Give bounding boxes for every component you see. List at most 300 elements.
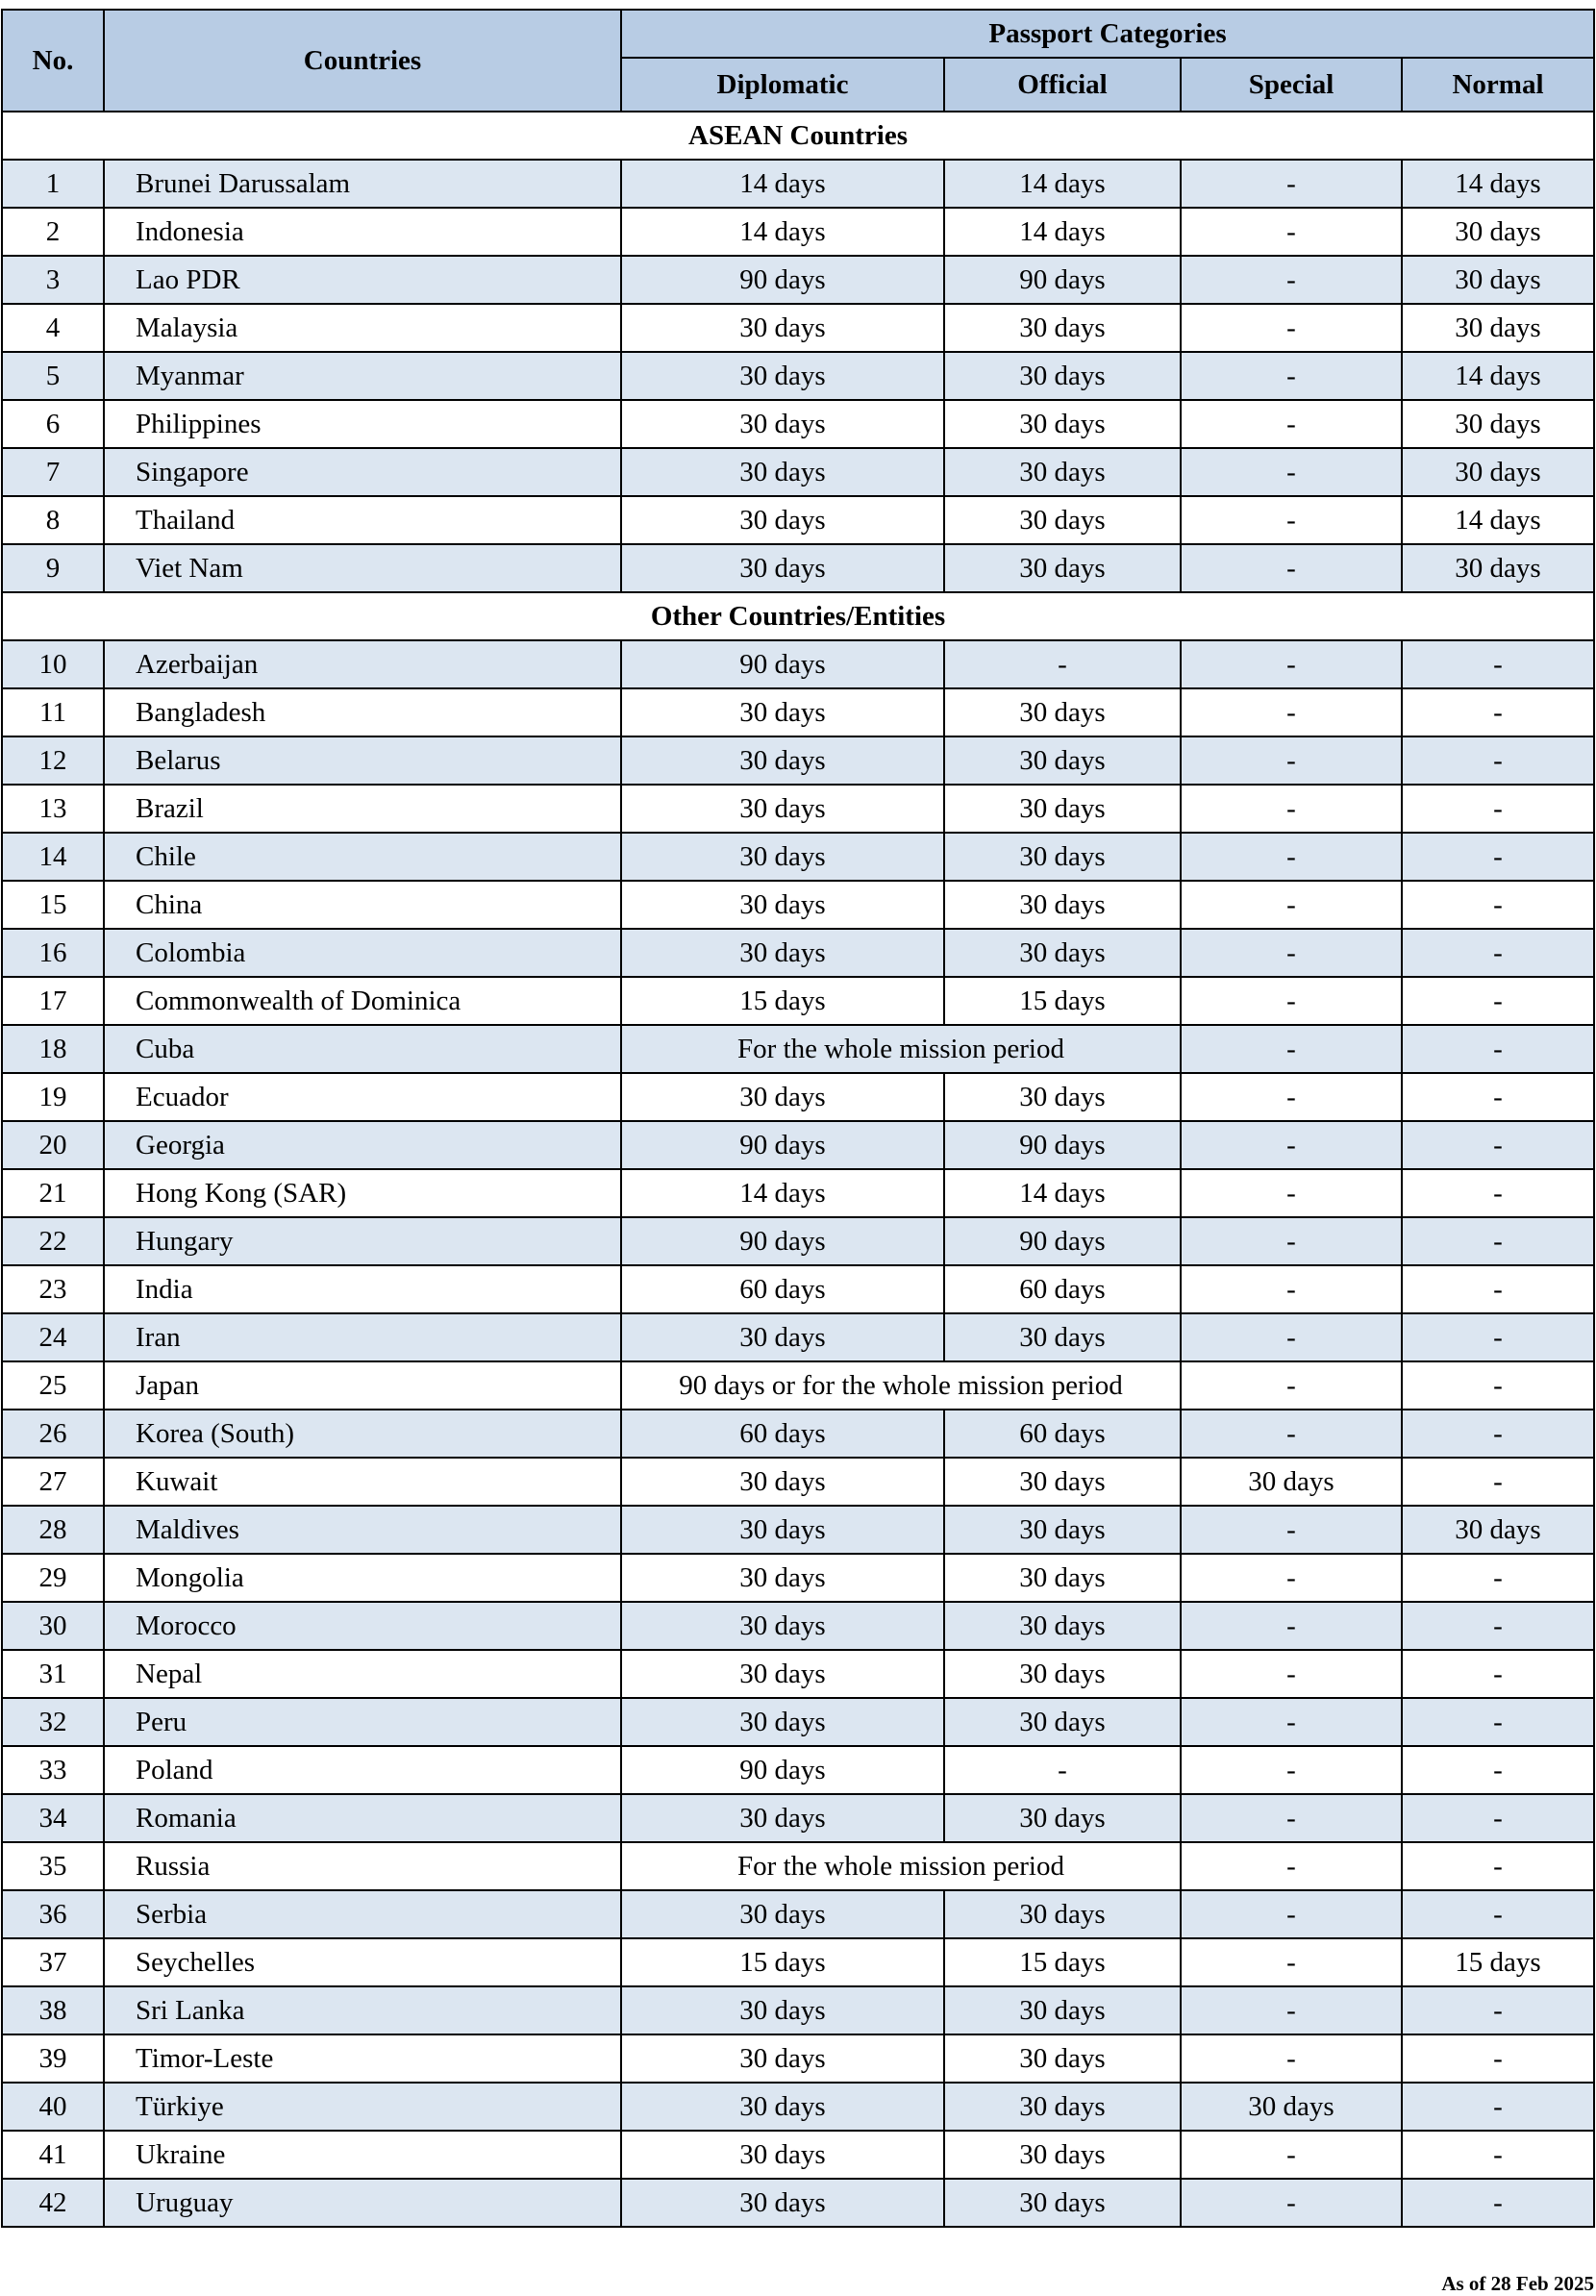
special-cell: - xyxy=(1181,1794,1402,1842)
diplomatic-cell: 30 days xyxy=(621,1890,944,1938)
official-cell: 30 days xyxy=(944,1698,1181,1746)
row-number: 38 xyxy=(2,1986,104,2034)
country-name: Korea (South) xyxy=(104,1410,621,1458)
diplomatic-cell: 30 days xyxy=(621,736,944,785)
normal-cell: - xyxy=(1402,929,1594,977)
row-number: 11 xyxy=(2,688,104,736)
section-title: ASEAN Countries xyxy=(2,112,1594,160)
normal-cell: - xyxy=(1402,1265,1594,1313)
normal-cell: 30 days xyxy=(1402,304,1594,352)
country-name: Maldives xyxy=(104,1506,621,1554)
official-cell: 30 days xyxy=(944,1313,1181,1361)
section-row xyxy=(2,592,1594,640)
diplomatic-cell: 90 days xyxy=(621,1121,944,1169)
country-name: Japan xyxy=(104,1361,621,1410)
diplomatic-cell: 14 days xyxy=(621,160,944,208)
country-name: Morocco xyxy=(104,1602,621,1650)
row-number: 6 xyxy=(2,400,104,448)
table-row xyxy=(2,400,1594,448)
official-cell: 14 days xyxy=(944,1169,1181,1217)
row-number: 4 xyxy=(2,304,104,352)
row-number: 17 xyxy=(2,977,104,1025)
row-number: 8 xyxy=(2,496,104,544)
normal-cell: - xyxy=(1402,1410,1594,1458)
official-cell: - xyxy=(944,1746,1181,1794)
normal-cell: - xyxy=(1402,2179,1594,2227)
special-cell: - xyxy=(1181,2034,1402,2083)
normal-cell: - xyxy=(1402,688,1594,736)
table-row xyxy=(2,1602,1594,1650)
diplomatic-cell: 30 days xyxy=(621,688,944,736)
table-row xyxy=(2,256,1594,304)
diplomatic-cell: 30 days xyxy=(621,2179,944,2227)
normal-cell: - xyxy=(1402,1986,1594,2034)
special-cell: - xyxy=(1181,1842,1402,1890)
diplomatic-official-combined-cell: For the whole mission period xyxy=(621,1025,1181,1073)
official-cell: 60 days xyxy=(944,1410,1181,1458)
special-cell: - xyxy=(1181,881,1402,929)
country-name: Serbia xyxy=(104,1890,621,1938)
row-number: 9 xyxy=(2,544,104,592)
official-cell: 60 days xyxy=(944,1265,1181,1313)
normal-cell: - xyxy=(1402,1602,1594,1650)
row-number: 33 xyxy=(2,1746,104,1794)
country-name: Türkiye xyxy=(104,2083,621,2131)
normal-cell: 30 days xyxy=(1402,400,1594,448)
diplomatic-cell: 30 days xyxy=(621,2034,944,2083)
table-body xyxy=(2,112,1594,2227)
official-cell: 90 days xyxy=(944,256,1181,304)
table-row xyxy=(2,1217,1594,1265)
table-row xyxy=(2,688,1594,736)
special-cell: - xyxy=(1181,977,1402,1025)
normal-cell: - xyxy=(1402,1458,1594,1506)
table-row xyxy=(2,208,1594,256)
official-cell: 15 days xyxy=(944,1938,1181,1986)
official-cell: 90 days xyxy=(944,1121,1181,1169)
table-row xyxy=(2,2083,1594,2131)
country-name: Indonesia xyxy=(104,208,621,256)
country-name: Romania xyxy=(104,1794,621,1842)
country-name: Cuba xyxy=(104,1025,621,1073)
official-cell: 30 days xyxy=(944,400,1181,448)
row-number: 34 xyxy=(2,1794,104,1842)
normal-cell: - xyxy=(1402,1650,1594,1698)
table-row xyxy=(2,496,1594,544)
special-cell: - xyxy=(1181,1025,1402,1073)
special-cell: - xyxy=(1181,1361,1402,1410)
table-row xyxy=(2,1169,1594,1217)
normal-cell: - xyxy=(1402,1217,1594,1265)
special-cell: - xyxy=(1181,160,1402,208)
official-cell: 30 days xyxy=(944,833,1181,881)
diplomatic-cell: 90 days xyxy=(621,1217,944,1265)
normal-cell: - xyxy=(1402,736,1594,785)
country-name: Hungary xyxy=(104,1217,621,1265)
row-number: 3 xyxy=(2,256,104,304)
row-number: 18 xyxy=(2,1025,104,1073)
diplomatic-cell: 90 days xyxy=(621,1746,944,1794)
official-cell: 30 days xyxy=(944,1890,1181,1938)
diplomatic-cell: 30 days xyxy=(621,1602,944,1650)
country-name: Chile xyxy=(104,833,621,881)
diplomatic-cell: 30 days xyxy=(621,833,944,881)
row-number: 13 xyxy=(2,785,104,833)
special-cell: - xyxy=(1181,1506,1402,1554)
official-cell: 30 days xyxy=(944,1073,1181,1121)
diplomatic-cell: 14 days xyxy=(621,208,944,256)
normal-cell: 14 days xyxy=(1402,160,1594,208)
special-cell: - xyxy=(1181,1217,1402,1265)
row-number: 31 xyxy=(2,1650,104,1698)
special-cell: - xyxy=(1181,304,1402,352)
special-cell: - xyxy=(1181,1313,1402,1361)
table-row xyxy=(2,304,1594,352)
diplomatic-cell: 90 days xyxy=(621,256,944,304)
table-row xyxy=(2,1265,1594,1313)
row-number: 39 xyxy=(2,2034,104,2083)
country-name: Malaysia xyxy=(104,304,621,352)
country-name: Philippines xyxy=(104,400,621,448)
country-name: Brunei Darussalam xyxy=(104,160,621,208)
normal-cell: - xyxy=(1402,1794,1594,1842)
country-name: Singapore xyxy=(104,448,621,496)
row-number: 27 xyxy=(2,1458,104,1506)
table-row xyxy=(2,2034,1594,2083)
table-row xyxy=(2,1121,1594,1169)
row-number: 1 xyxy=(2,160,104,208)
row-number: 7 xyxy=(2,448,104,496)
country-name: Colombia xyxy=(104,929,621,977)
special-cell: - xyxy=(1181,1410,1402,1458)
normal-cell: - xyxy=(1402,2083,1594,2131)
country-name: Iran xyxy=(104,1313,621,1361)
official-cell: 15 days xyxy=(944,977,1181,1025)
official-cell: - xyxy=(944,640,1181,688)
row-number: 21 xyxy=(2,1169,104,1217)
special-cell: - xyxy=(1181,256,1402,304)
table-row xyxy=(2,929,1594,977)
special-cell: - xyxy=(1181,688,1402,736)
row-number: 20 xyxy=(2,1121,104,1169)
row-number: 10 xyxy=(2,640,104,688)
official-cell: 90 days xyxy=(944,1217,1181,1265)
country-name: Sri Lanka xyxy=(104,1986,621,2034)
special-cell: - xyxy=(1181,1265,1402,1313)
special-cell: - xyxy=(1181,640,1402,688)
country-name: Thailand xyxy=(104,496,621,544)
official-cell: 30 days xyxy=(944,785,1181,833)
normal-cell: 30 days xyxy=(1402,448,1594,496)
row-number: 23 xyxy=(2,1265,104,1313)
diplomatic-official-combined-cell: 90 days or for the whole mission period xyxy=(621,1361,1181,1410)
special-cell: - xyxy=(1181,1602,1402,1650)
normal-cell: - xyxy=(1402,1121,1594,1169)
table-row xyxy=(2,1794,1594,1842)
country-name: Russia xyxy=(104,1842,621,1890)
diplomatic-cell: 14 days xyxy=(621,1169,944,1217)
special-cell: - xyxy=(1181,1169,1402,1217)
table-row xyxy=(2,2131,1594,2179)
section-title: Other Countries/Entities xyxy=(2,592,1594,640)
table-row xyxy=(2,1698,1594,1746)
table-row xyxy=(2,1938,1594,1986)
country-name: Timor-Leste xyxy=(104,2034,621,2083)
diplomatic-cell: 30 days xyxy=(621,881,944,929)
special-cell: - xyxy=(1181,1650,1402,1698)
official-cell: 30 days xyxy=(944,496,1181,544)
country-name: Peru xyxy=(104,1698,621,1746)
special-cell: - xyxy=(1181,785,1402,833)
section-row xyxy=(2,112,1594,160)
header-countries: Countries xyxy=(104,10,621,112)
official-cell: 30 days xyxy=(944,688,1181,736)
row-number: 37 xyxy=(2,1938,104,1986)
special-cell: - xyxy=(1181,1073,1402,1121)
diplomatic-cell: 30 days xyxy=(621,2131,944,2179)
normal-cell: - xyxy=(1402,2034,1594,2083)
official-cell: 30 days xyxy=(944,2083,1181,2131)
table-row xyxy=(2,785,1594,833)
country-name: Kuwait xyxy=(104,1458,621,1506)
normal-cell: - xyxy=(1402,1842,1594,1890)
table-row xyxy=(2,544,1594,592)
diplomatic-cell: 60 days xyxy=(621,1410,944,1458)
header-no: No. xyxy=(2,10,104,112)
normal-cell: - xyxy=(1402,1169,1594,1217)
special-cell: 30 days xyxy=(1181,2083,1402,2131)
country-name: Mongolia xyxy=(104,1554,621,1602)
normal-cell: - xyxy=(1402,977,1594,1025)
row-number: 5 xyxy=(2,352,104,400)
official-cell: 30 days xyxy=(944,1794,1181,1842)
normal-cell: - xyxy=(1402,1746,1594,1794)
table-row xyxy=(2,881,1594,929)
country-name: Azerbaijan xyxy=(104,640,621,688)
official-cell: 30 days xyxy=(944,2179,1181,2227)
official-cell: 14 days xyxy=(944,160,1181,208)
normal-cell: 30 days xyxy=(1402,256,1594,304)
country-name: Poland xyxy=(104,1746,621,1794)
country-name: Uruguay xyxy=(104,2179,621,2227)
diplomatic-cell: 30 days xyxy=(621,1313,944,1361)
special-cell: - xyxy=(1181,448,1402,496)
special-cell: - xyxy=(1181,400,1402,448)
table-row xyxy=(2,352,1594,400)
table-row xyxy=(2,1986,1594,2034)
normal-cell: 30 days xyxy=(1402,544,1594,592)
table-row xyxy=(2,977,1594,1025)
table-row xyxy=(2,1073,1594,1121)
official-cell: 30 days xyxy=(944,1554,1181,1602)
official-cell: 30 days xyxy=(944,304,1181,352)
country-name: China xyxy=(104,881,621,929)
diplomatic-cell: 30 days xyxy=(621,352,944,400)
table-row xyxy=(2,160,1594,208)
row-number: 22 xyxy=(2,1217,104,1265)
special-cell: - xyxy=(1181,1938,1402,1986)
row-number: 40 xyxy=(2,2083,104,2131)
diplomatic-cell: 30 days xyxy=(621,785,944,833)
official-cell: 30 days xyxy=(944,1506,1181,1554)
table-row xyxy=(2,2179,1594,2227)
country-name: Hong Kong (SAR) xyxy=(104,1169,621,1217)
table-row xyxy=(2,1361,1594,1410)
country-name: Ecuador xyxy=(104,1073,621,1121)
table-row xyxy=(2,1313,1594,1361)
table-row xyxy=(2,1554,1594,1602)
header-normal: Normal xyxy=(1402,58,1594,112)
diplomatic-cell: 30 days xyxy=(621,1554,944,1602)
row-number: 12 xyxy=(2,736,104,785)
diplomatic-cell: 30 days xyxy=(621,448,944,496)
country-name: Commonwealth of Dominica xyxy=(104,977,621,1025)
diplomatic-cell: 30 days xyxy=(621,1506,944,1554)
normal-cell: 14 days xyxy=(1402,352,1594,400)
row-number: 2 xyxy=(2,208,104,256)
header-official: Official xyxy=(944,58,1181,112)
special-cell: - xyxy=(1181,736,1402,785)
official-cell: 30 days xyxy=(944,881,1181,929)
diplomatic-cell: 30 days xyxy=(621,929,944,977)
diplomatic-cell: 15 days xyxy=(621,1938,944,1986)
diplomatic-cell: 60 days xyxy=(621,1265,944,1313)
country-name: India xyxy=(104,1265,621,1313)
country-name: Belarus xyxy=(104,736,621,785)
normal-cell: 30 days xyxy=(1402,1506,1594,1554)
row-number: 14 xyxy=(2,833,104,881)
special-cell: - xyxy=(1181,496,1402,544)
country-name: Ukraine xyxy=(104,2131,621,2179)
row-number: 42 xyxy=(2,2179,104,2227)
normal-cell: - xyxy=(1402,1890,1594,1938)
normal-cell: - xyxy=(1402,1698,1594,1746)
row-number: 30 xyxy=(2,1602,104,1650)
diplomatic-cell: 30 days xyxy=(621,496,944,544)
row-number: 25 xyxy=(2,1361,104,1410)
row-number: 26 xyxy=(2,1410,104,1458)
special-cell: - xyxy=(1181,1890,1402,1938)
special-cell: - xyxy=(1181,352,1402,400)
special-cell: - xyxy=(1181,833,1402,881)
official-cell: 30 days xyxy=(944,2131,1181,2179)
official-cell: 30 days xyxy=(944,1602,1181,1650)
normal-cell: - xyxy=(1402,881,1594,929)
special-cell: - xyxy=(1181,208,1402,256)
diplomatic-cell: 30 days xyxy=(621,1794,944,1842)
normal-cell: - xyxy=(1402,640,1594,688)
country-name: Georgia xyxy=(104,1121,621,1169)
table-row xyxy=(2,1842,1594,1890)
special-cell: - xyxy=(1181,544,1402,592)
normal-cell: - xyxy=(1402,2131,1594,2179)
normal-cell: - xyxy=(1402,1361,1594,1410)
country-name: Viet Nam xyxy=(104,544,621,592)
official-cell: 30 days xyxy=(944,929,1181,977)
diplomatic-cell: 30 days xyxy=(621,1458,944,1506)
table-header xyxy=(2,10,1594,112)
official-cell: 30 days xyxy=(944,736,1181,785)
diplomatic-cell: 90 days xyxy=(621,640,944,688)
table-row xyxy=(2,833,1594,881)
normal-cell: - xyxy=(1402,1025,1594,1073)
row-number: 29 xyxy=(2,1554,104,1602)
header-diplomatic: Diplomatic xyxy=(621,58,944,112)
diplomatic-cell: 30 days xyxy=(621,2083,944,2131)
table-row xyxy=(2,1746,1594,1794)
row-number: 16 xyxy=(2,929,104,977)
table-row xyxy=(2,1025,1594,1073)
special-cell: - xyxy=(1181,1698,1402,1746)
diplomatic-cell: 30 days xyxy=(621,1073,944,1121)
table-row xyxy=(2,1650,1594,1698)
table-row xyxy=(2,1458,1594,1506)
diplomatic-cell: 15 days xyxy=(621,977,944,1025)
row-number: 15 xyxy=(2,881,104,929)
country-name: Lao PDR xyxy=(104,256,621,304)
row-number: 24 xyxy=(2,1313,104,1361)
table-row xyxy=(2,736,1594,785)
diplomatic-cell: 30 days xyxy=(621,304,944,352)
row-number: 32 xyxy=(2,1698,104,1746)
special-cell: - xyxy=(1181,1986,1402,2034)
special-cell: 30 days xyxy=(1181,1458,1402,1506)
row-number: 28 xyxy=(2,1506,104,1554)
normal-cell: - xyxy=(1402,785,1594,833)
country-name: Bangladesh xyxy=(104,688,621,736)
official-cell: 30 days xyxy=(944,544,1181,592)
country-name: Myanmar xyxy=(104,352,621,400)
table-row xyxy=(2,640,1594,688)
official-cell: 30 days xyxy=(944,2034,1181,2083)
official-cell: 30 days xyxy=(944,1650,1181,1698)
normal-cell: - xyxy=(1402,1073,1594,1121)
special-cell: - xyxy=(1181,1746,1402,1794)
special-cell: - xyxy=(1181,1121,1402,1169)
country-name: Seychelles xyxy=(104,1938,621,1986)
special-cell: - xyxy=(1181,2131,1402,2179)
normal-cell: 15 days xyxy=(1402,1938,1594,1986)
official-cell: 30 days xyxy=(944,1986,1181,2034)
visa-exemption-table xyxy=(1,9,1595,2228)
as-of-date-note: As of 28 Feb 2025 xyxy=(1441,2272,1594,2295)
table-row xyxy=(2,448,1594,496)
table-row xyxy=(2,1506,1594,1554)
diplomatic-cell: 30 days xyxy=(621,400,944,448)
diplomatic-cell: 30 days xyxy=(621,1650,944,1698)
row-number: 19 xyxy=(2,1073,104,1121)
special-cell: - xyxy=(1181,1554,1402,1602)
special-cell: - xyxy=(1181,2179,1402,2227)
diplomatic-cell: 30 days xyxy=(621,544,944,592)
diplomatic-cell: 30 days xyxy=(621,1698,944,1746)
special-cell: - xyxy=(1181,929,1402,977)
table-row xyxy=(2,1410,1594,1458)
official-cell: 30 days xyxy=(944,1458,1181,1506)
diplomatic-official-combined-cell: For the whole mission period xyxy=(621,1842,1181,1890)
country-name: Nepal xyxy=(104,1650,621,1698)
header-passport-categories: Passport Categories xyxy=(621,10,1594,58)
row-number: 41 xyxy=(2,2131,104,2179)
country-name: Brazil xyxy=(104,785,621,833)
official-cell: 14 days xyxy=(944,208,1181,256)
normal-cell: - xyxy=(1402,1554,1594,1602)
table-row xyxy=(2,1890,1594,1938)
official-cell: 30 days xyxy=(944,448,1181,496)
normal-cell: - xyxy=(1402,1313,1594,1361)
normal-cell: - xyxy=(1402,833,1594,881)
official-cell: 30 days xyxy=(944,352,1181,400)
